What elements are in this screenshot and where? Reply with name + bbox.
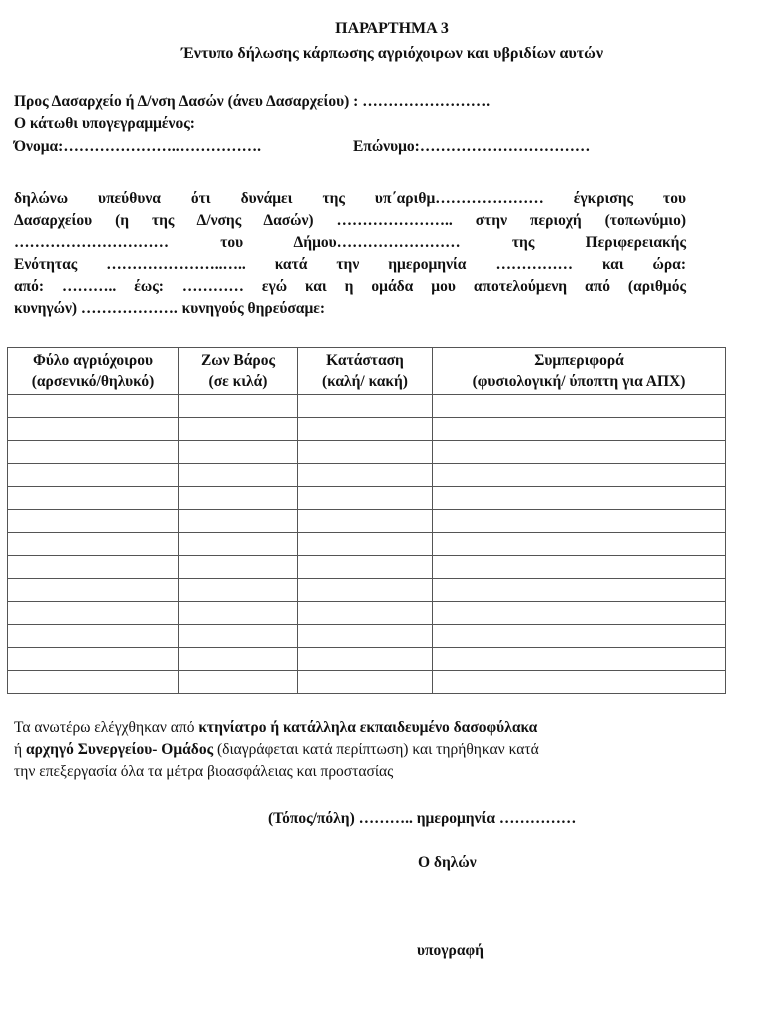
table-cell[interactable]: [8, 648, 179, 671]
table-row: [8, 579, 726, 602]
verification-text: (διαγράφεται κατά περίπτωση) και τηρήθηκαν κατά: [213, 741, 539, 758]
table-row: [8, 625, 726, 648]
table-row: [8, 487, 726, 510]
table-cell[interactable]: [298, 418, 433, 441]
table-cell[interactable]: [433, 510, 726, 533]
table-row: [8, 395, 726, 418]
table-row: [8, 648, 726, 671]
table-cell[interactable]: [298, 602, 433, 625]
table-cell[interactable]: [433, 395, 726, 418]
signature-label: υπογραφή: [417, 942, 484, 959]
table-row: [8, 671, 726, 694]
declaration-row: Δασαρχείου (η της Δ/νσης Δασών) ………………….. στην περιοχή (τοπωνύμιο): [14, 212, 686, 229]
declaration-row: Ενότητας …………………..….. κατά την ημερομηνία …………… και ώρα:: [14, 256, 686, 273]
table-row: [8, 602, 726, 625]
table-row: [8, 556, 726, 579]
table-row: [8, 510, 726, 533]
table-cell[interactable]: [433, 556, 726, 579]
table-cell[interactable]: [8, 556, 179, 579]
table-cell[interactable]: [433, 648, 726, 671]
table-cell[interactable]: [433, 533, 726, 556]
table-cell[interactable]: [8, 671, 179, 694]
verification-text: ή: [14, 741, 26, 758]
verification-paragraph: [14, 717, 694, 783]
undersigned-line: Ο κάτωθι υπογεγραμμένος:: [14, 115, 195, 132]
table-cell[interactable]: [8, 579, 179, 602]
addressee-line: Προς Δασαρχείο ή Δ/νση Δασών (άνευ Δασαρχείου) : …………………….: [14, 93, 491, 110]
table-cell[interactable]: [8, 602, 179, 625]
table-cell[interactable]: [179, 487, 298, 510]
declarant-label: Ο δηλών: [418, 854, 477, 871]
table-body: [8, 395, 726, 694]
table-cell[interactable]: [179, 556, 298, 579]
table-cell[interactable]: [8, 441, 179, 464]
table-cell[interactable]: [433, 418, 726, 441]
table-cell[interactable]: [179, 510, 298, 533]
place-date-line: (Τόπος/πόλη) ……….. ημερομηνία ……………: [268, 810, 577, 827]
declaration-paragraph: [14, 188, 686, 320]
table-cell[interactable]: [433, 625, 726, 648]
table-cell[interactable]: [433, 671, 726, 694]
table-row: [8, 418, 726, 441]
table-cell[interactable]: [8, 418, 179, 441]
table-cell[interactable]: [8, 464, 179, 487]
table-cell[interactable]: [8, 510, 179, 533]
table-cell[interactable]: [298, 556, 433, 579]
verification-text: Τα ανωτέρω ελέγχθηκαν από: [14, 719, 199, 736]
declaration-row: ………………………… του Δήμου…………………… της Περιφερειακής: [14, 234, 686, 251]
table-cell[interactable]: [298, 510, 433, 533]
name-field: Όνομα:…………………..…………….: [14, 138, 261, 155]
table-cell[interactable]: [298, 533, 433, 556]
table-cell[interactable]: [8, 625, 179, 648]
table-cell[interactable]: [298, 464, 433, 487]
table-header-row: [8, 348, 726, 395]
declaration-row: δηλώνω υπεύθυνα ότι δυνάμει της υπ΄αριθμ………………… έγκρισης του: [14, 190, 686, 207]
table-cell[interactable]: [179, 418, 298, 441]
table-cell[interactable]: [179, 625, 298, 648]
document-subtitle: Έντυπο δήλωσης κάρπωσης αγριόχοιρων και υβριδίων αυτών: [181, 45, 603, 62]
table-cell[interactable]: [298, 441, 433, 464]
table-cell[interactable]: [179, 395, 298, 418]
table-cell[interactable]: [298, 579, 433, 602]
table-cell[interactable]: [298, 648, 433, 671]
verification-bold: κτηνίατρο ή κατάλληλα εκπαιδευμένο δασοφύλακα: [198, 719, 538, 736]
table-cell[interactable]: [433, 579, 726, 602]
table-cell[interactable]: [179, 602, 298, 625]
table-cell[interactable]: [179, 579, 298, 602]
table-row: [8, 533, 726, 556]
table-cell[interactable]: [179, 533, 298, 556]
table-cell[interactable]: [8, 487, 179, 510]
table-cell[interactable]: [298, 625, 433, 648]
harvest-table: [7, 347, 726, 694]
table-row: [8, 441, 726, 464]
col-behavior: Συμπεριφορά (φυσιολογική/ ύποπτη για ΑΠΧ): [433, 348, 726, 395]
table-row: [8, 464, 726, 487]
table-cell[interactable]: [298, 395, 433, 418]
declaration-row: από: ……….. έως: ………… εγώ και η ομάδα μου αποτελούμενη από (αριθμός: [14, 278, 686, 295]
table-cell[interactable]: [179, 648, 298, 671]
surname-field: Επώνυμο:……………………………: [353, 138, 591, 155]
table-cell[interactable]: [433, 487, 726, 510]
table-cell[interactable]: [179, 671, 298, 694]
table-cell[interactable]: [8, 395, 179, 418]
col-weight: Ζων Βάρος (σε κιλά): [179, 348, 298, 395]
col-sex: Φύλο αγριόχοιρου (αρσενικό/θηλυκό): [8, 348, 179, 395]
table-cell[interactable]: [433, 464, 726, 487]
declaration-row: κυνηγών) ………………. κυνηγούς θηρεύσαμε:: [14, 300, 326, 317]
table-cell[interactable]: [179, 441, 298, 464]
table-cell[interactable]: [433, 602, 726, 625]
verification-bold: αρχηγό Συνεργείου- Ομάδος: [25, 741, 214, 758]
table-cell[interactable]: [179, 464, 298, 487]
table-cell[interactable]: [8, 533, 179, 556]
col-condition: Κατάσταση (καλή/ κακή): [298, 348, 433, 395]
table-cell[interactable]: [433, 441, 726, 464]
document-title: ΠΑΡΑΡΤΗΜΑ 3: [335, 20, 449, 37]
table-cell[interactable]: [298, 671, 433, 694]
verification-text: την επεξεργασία όλα τα μέτρα βιοασφάλειας και προστασίας: [14, 763, 394, 780]
table-cell[interactable]: [298, 487, 433, 510]
